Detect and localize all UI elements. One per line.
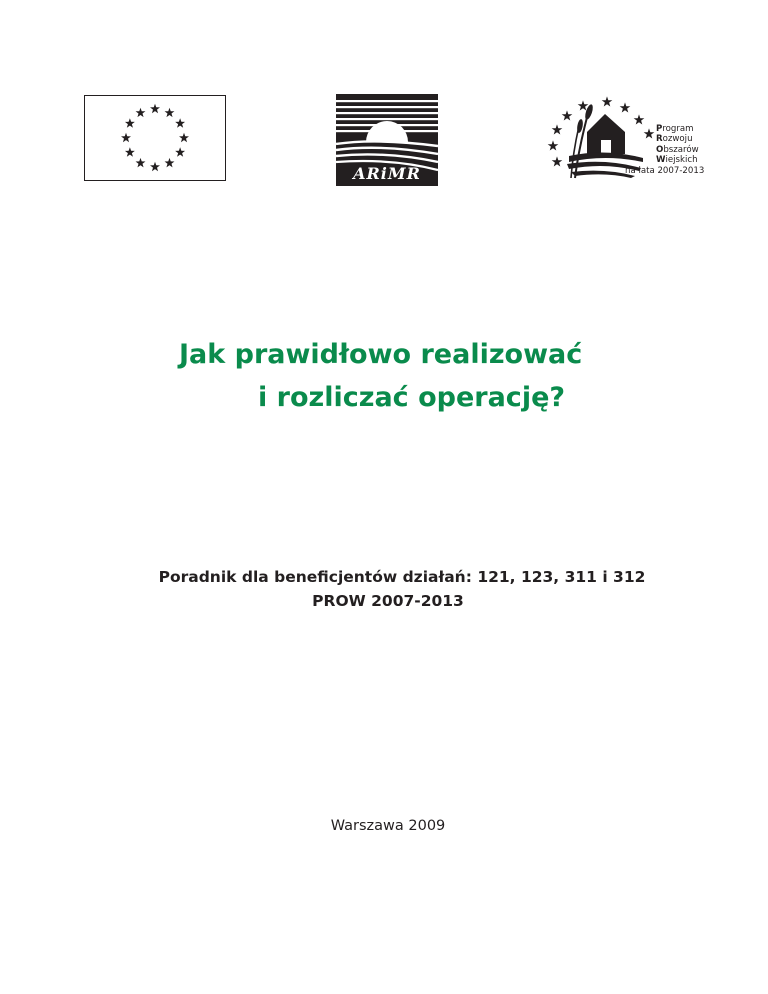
prow-word: Rozwoju [656,134,693,145]
prow-logo [545,96,715,182]
eu-star-icon [165,108,175,117]
arimr-label: ARiMR [353,164,421,183]
eu-star-icon [125,118,135,127]
eu-star-icon [175,147,185,156]
subtitle-line-2: PROW 2007-2013 [312,592,464,610]
prow-star-icon [578,100,589,110]
prow-word: Wiejskich [656,154,698,165]
subtitle-line-1: Poradnik dla beneficjentów działań: 121, 123, 311 i 312 [158,568,646,586]
title-line-1: Jak prawidłowo realizować [179,339,583,370]
eu-flag-logo [84,95,226,181]
prow-star-icon [602,96,613,106]
eu-star-icon [150,162,160,171]
prow-star-icon [552,156,563,166]
title-line-2: i rozliczać operację? [258,382,566,413]
prow-star-icon [620,102,631,112]
subtitle [0,565,768,613]
eu-star-icon [125,147,135,156]
eu-star-icon [136,108,146,117]
prow-star-icon [548,140,559,150]
place-year: Warszawa 2009 [330,818,446,834]
eu-star-icon [121,133,131,142]
eu-star-icon [165,158,175,167]
prow-word: Program [656,124,694,134]
prow-years: na lata 2007-2013 [625,166,705,176]
prow-program-name [656,124,699,165]
prow-star-icon [634,114,645,124]
prow-word: Obszarów [656,144,699,155]
prow-star-icon [644,128,655,138]
arimr-logo [336,94,438,186]
eu-flag-icon [85,96,225,180]
prow-star-icon [562,110,573,120]
eu-star-icon [150,104,160,113]
eu-star-icon [136,158,146,167]
eu-star-icon [179,133,189,142]
prow-star-icon [552,124,563,134]
eu-star-icon [175,118,185,127]
